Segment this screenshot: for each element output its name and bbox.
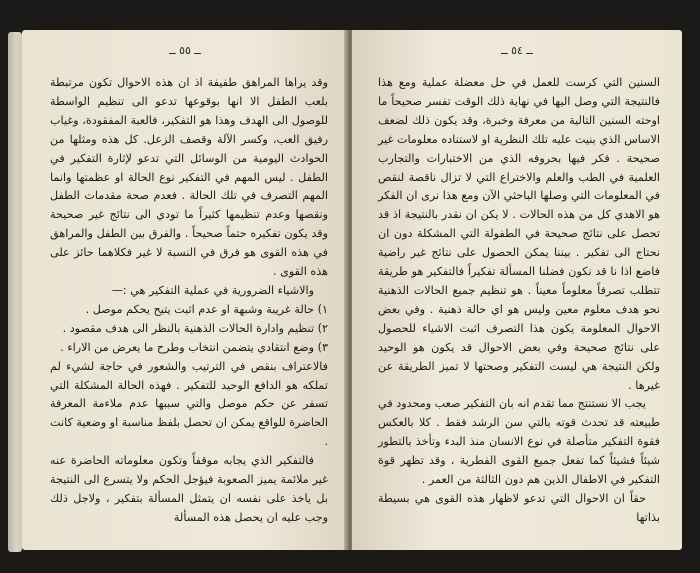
left-paragraph: فالتفكير الذي يجابه موقفاً وتكون معلوماته الحاضرة عنه غير ملائمة يميز الصعوبة فيؤجل الحكم ولا يتسرع الى النتيجة بل ياخذ على نفسه ان يتمثل المسألة بتفكير ، ولاجل ذلك وجب عليه ان يحصل هذه المسألة bbox=[50, 454, 328, 524]
right-paragraph: يجب الا نستنتج مما تقدم انه بان التفكير صعب ومحدود في طبيعته قد تحدث قوته بالتي سن الرشد فقط . كلا بالعكس فقوة التفكير متأصلة في نوع الانسان منذ البدء وتأخذ بالتطور شيئاً فشيئاً كما تفعل جميع القوى الفطرية ، وقد تظهر قوة التفكير في الاطفال الذين هم دون الثالثة من العمر . bbox=[378, 397, 660, 487]
page-edges bbox=[8, 32, 22, 552]
list-item: ٣) وضع انتقادي يتضمن انتخاب وطرح ما يعرض من الاراء . bbox=[60, 340, 328, 354]
left-page-body bbox=[50, 74, 328, 528]
list-item: ١) حالة غريبة وشبهة او عدم اثبت يتيح يحكم موصل . bbox=[85, 302, 328, 316]
left-paragraph: فالاعتراف بنقص في الترتيب والشعور في حاجة لشيء لم تملكه هو الدافع الوحيد للتفكير . فهذه الحالة المشكلة التي تسفر عن حكم موصل والتي سببها عدم ملاءمة المعرفة الحاضرة للواقع يمكن ان تحصل بلفظ مناسبة او وضعية كانت . bbox=[50, 359, 328, 449]
right-page bbox=[352, 30, 682, 550]
left-page bbox=[22, 30, 348, 550]
right-page-number: ــ ٥٤ ــ bbox=[501, 44, 533, 57]
left-paragraph: وقد يراها المراهق طفيفة اذ ان هذه الاحوال تكون مرتبطة بلعب الطفل الا انها بوقوعها تدعو الى تنظيم الواسطة للوصول الى الهدف وهذا هو التفكير، فالعبة المفقودة، وغياب رفيق العب، وكسر الآلة وقصف الزعل. كل هذه ومثلها من الحوادث اليومية من الوسائل التي تدعو لإثارة التفكير في الطفل . ليس المهم في التفكير نوع الحالة او عظمتها وانما المهم التصرف في تلك الحالة . فعدم صحة مقدمات الطفل ونقصها وعدم تنظيمها كثيراً ما تودي الى نتائج غير صحيحة وقد يكون تفكيره حتماً صحيحاً . والفرق بين الطفل والمراهق في هذه القوى هو فرق في النسبة لا غير فكلاهما حائز على هذه القوى . bbox=[50, 76, 328, 279]
left-list bbox=[50, 301, 328, 358]
right-page-body bbox=[378, 74, 660, 528]
left-paragraph: والاشياء الضرورية في عملية التفكير هي :— bbox=[111, 283, 314, 297]
right-paragraph: حقاً ان الاحوال التي تدعو لاظهار هذه القوى هي بسيطة بذاتها bbox=[378, 491, 660, 524]
left-page-number: ــ ٥٥ ــ bbox=[169, 44, 201, 57]
list-item: ٢) تنظيم وادارة الحالات الذهنية بالنظر الى هدف مقصود . bbox=[62, 321, 328, 335]
right-paragraph: السنين التي كرست للعمل في حل معضلة عملية ومع هذا فالنتيجة التي وصل اليها في نهاية ذلك الوقت تفسر صحيحاً ما اوحته السنين التالية من معرفة وخبرة، وقد يكون ذلك لضعف الاساس الذي بنيت عليه تلك النظرية او لاستناده معلومات غير صحيحة . فكر فيها بحروفه الذي من الاختبارات والتجارب العلمية في الطب والعلم والاختراع التي لا تزال ناقصة لنقص في المعلومات التي وصلها الباحثي الآن ومع هذا نرى ان الفكر هو الاهدي كل من هذه الحالات . لا يكن ان نقدر بالنتيجة اذ قد تحصل على نتائج صحيحة في الطفولة التي المشكلة دون ان نحتاج الى تفكير . بيننا يمكن الحصول على نتائج غير راضية فاضع اذا نا قد نكون فضلنا المسألة تفكيراً فالتفكير هو طريقة تتطلب تصرفاً معلوماً معيناً . هو تنظيم جميع الحالات الذهنية نحو هدف معلوم معين وليس هو اي حالة ذهنية . وفي بعض الاحوال المعلومة يكون هذا التصرف اثبت الاشياء للحصول على نتائج صحيحة وفي بعض الاحوال قد يكون هو الوحيد ولكن النتيجة هي ليست التفكير وصحتها لا تميز الطريقة عن غيرها . bbox=[378, 76, 660, 392]
